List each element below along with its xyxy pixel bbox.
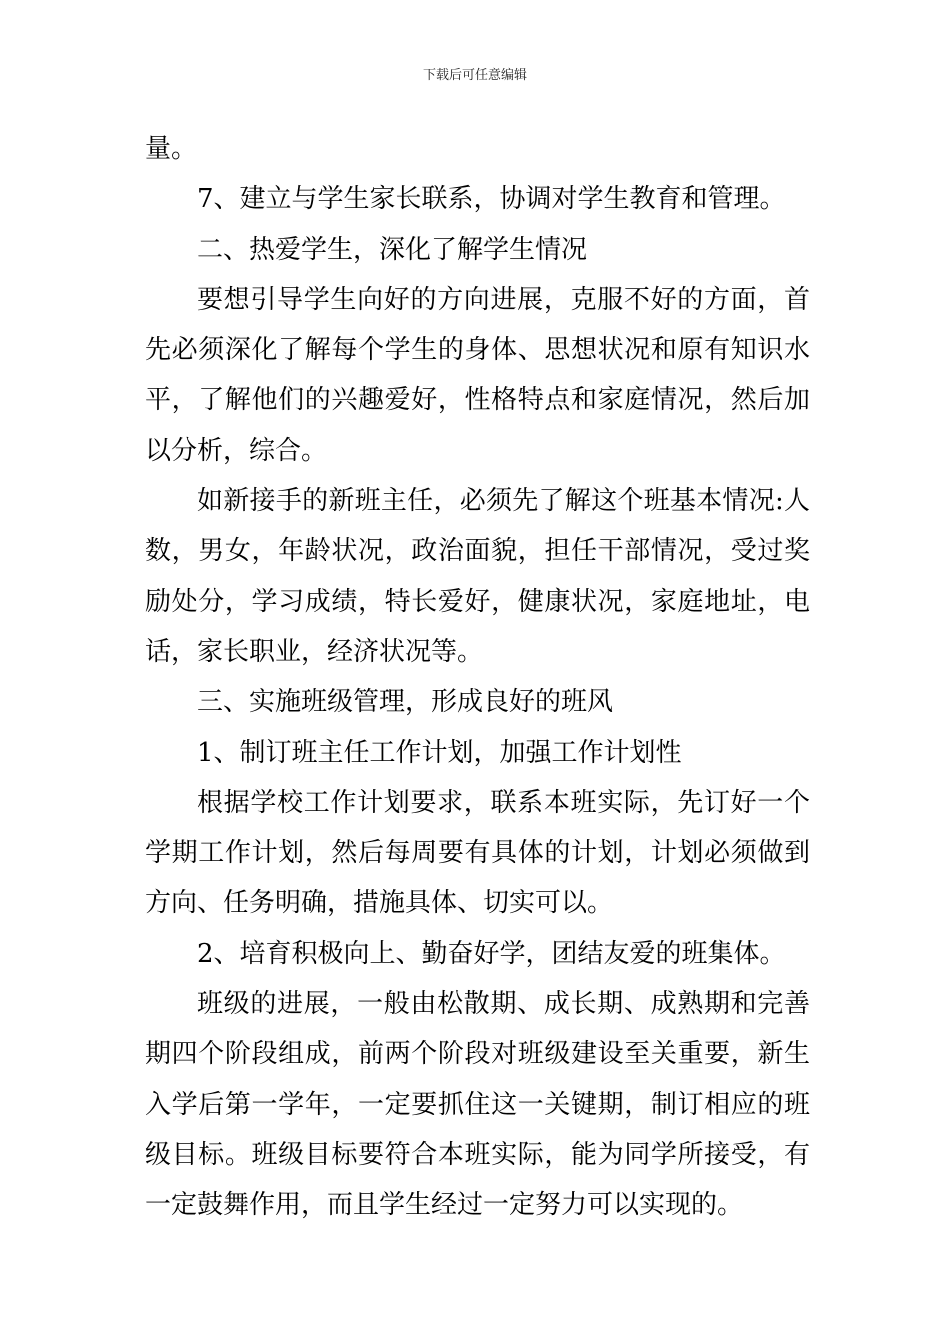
paragraph-class-development: 班级的进展，一般由松散期、成长期、成熟期和完善期四个阶段组成，前两个阶段对班级建设至关重要，新生入学后第一学年，一定要抓住这一关键期，制订相应的班级目标。班级目标要符合本班实际，能为同学所接受，有一定鼓舞作用，而且学生经过一定努力可以实现的。 [145,989,810,1221]
paragraph-item-7: 7、建立与学生家长联系，协调对学生教育和管理。 [197,184,786,215]
subheading-work-plan: 1、制订班主任工作计划，加强工作计划性 [197,737,682,768]
paragraph-work-plan: 根据学校工作计划要求，联系本班实际，先订好一个学期工作计划，然后每周要有具体的计划，计划必须做到方向、任务明确，措施具体、切实可以。 [145,787,810,919]
paragraph-new-class-teacher: 如新接手的新班主任，必须先了解这个班基本情况:人数，男女，年龄状况，政治面貌，担任干部情况，受过奖励处分，学习成绩，特长爱好，健康状况，家庭地址，电话，家长职业，经济状况等。 [145,486,810,667]
paragraph-continuation: 量。 [145,134,198,164]
section-heading-3: 三、实施班级管理，形成良好的班风 [197,687,614,718]
page-header-note: 下载后可任意编辑 [422,68,527,83]
document-body [145,124,810,1231]
paragraph-understand-students: 要想引导学生向好的方向进展，克服不好的方面，首先必须深化了解每个学生的身体、思想状况和原有知识水平，了解他们的兴趣爱好，性格特点和家庭情况，然后加以分析，综合。 [145,284,810,466]
subheading-class-collective: 2、培育积极向上、勤奋好学，团结友爱的班集体。 [197,938,786,969]
section-heading-2: 二、热爱学生，深化了解学生情况 [197,234,588,265]
